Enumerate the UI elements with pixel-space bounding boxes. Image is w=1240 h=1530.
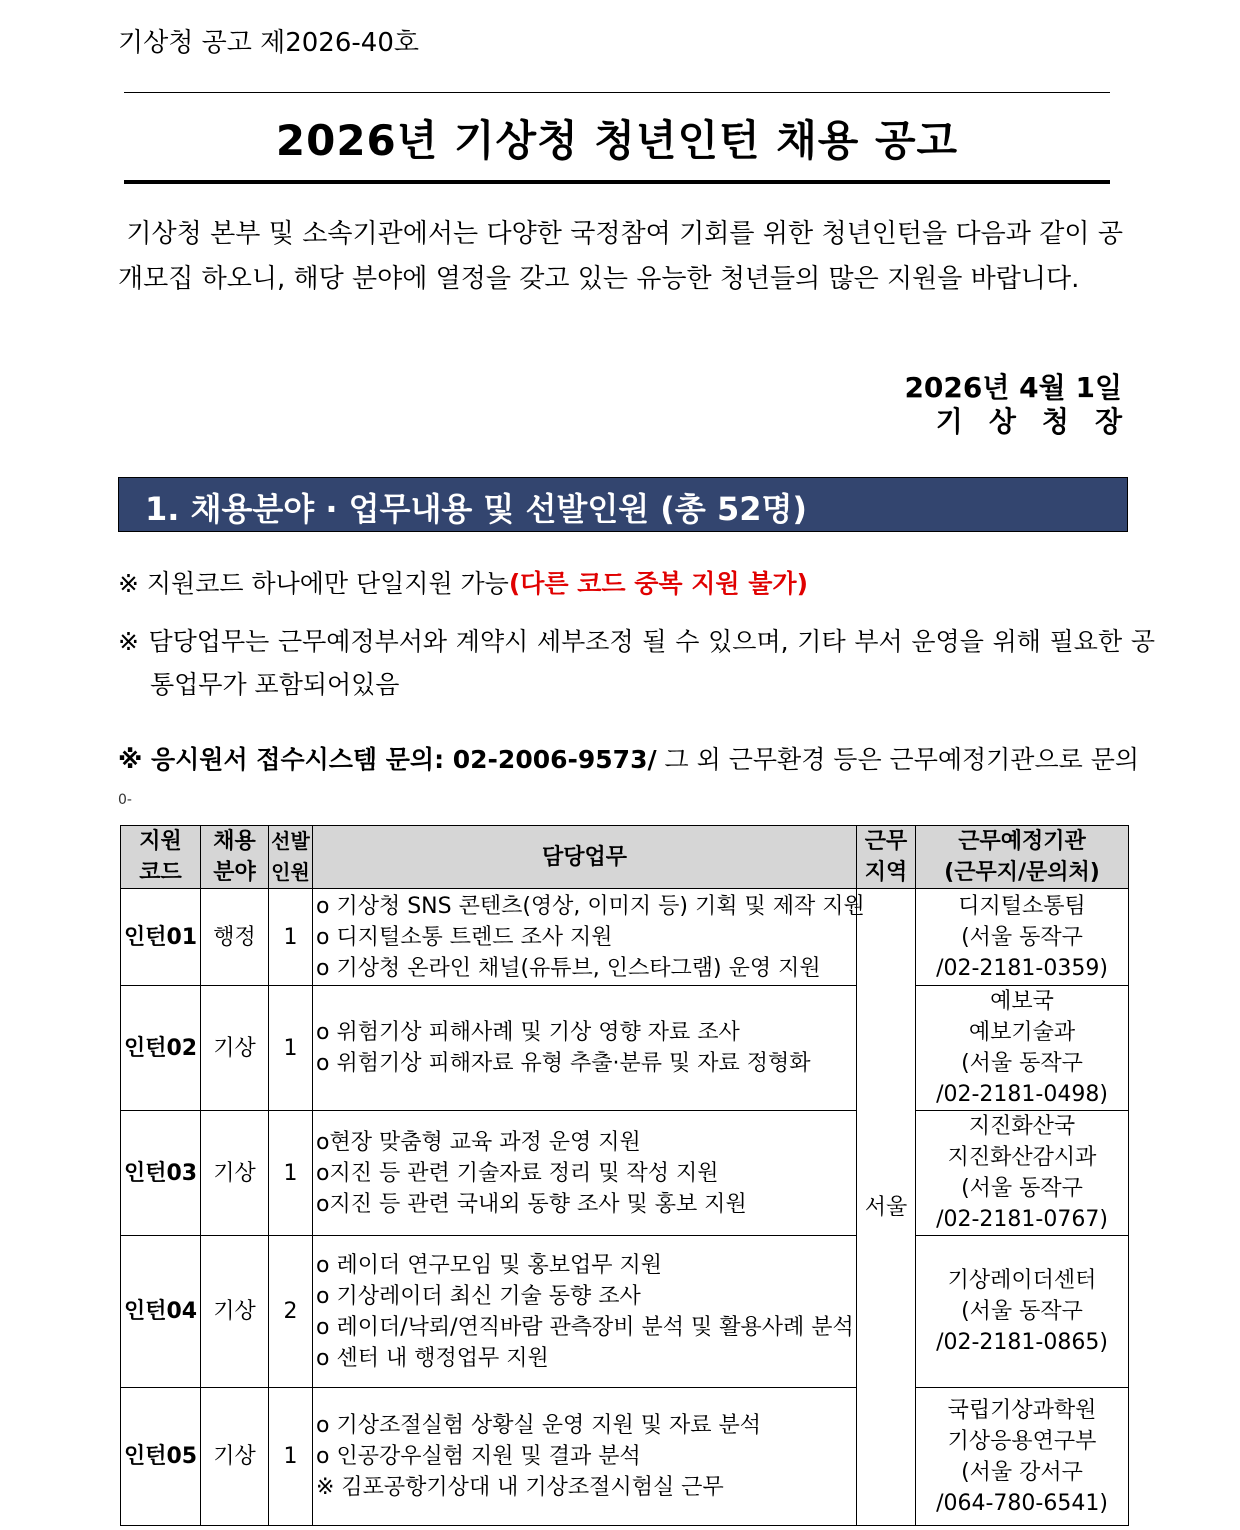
notice-number: 기상청 공고 제2026-40호	[118, 28, 419, 58]
table-row	[121, 1111, 1129, 1236]
row-org: 국립기상과학원 기상응용연구부 (서울 강서구 /064-780-6541)	[916, 1388, 1129, 1526]
row-field: 기상	[201, 1236, 269, 1388]
duty-item: o 기상청 온라인 채널(유튜브, 인스타그램) 운영 지원	[316, 955, 821, 981]
duty-item: o 기상청 SNS 콘텐츠(영상, 이미지 등) 기획 및 제작 지원	[316, 893, 865, 919]
row-field: 기상	[201, 1388, 269, 1526]
duty-item: o현장 맞춤형 교육 과정 운영 지원	[316, 1129, 641, 1155]
intro-text: 기상청 본부 및 소속기관에서는 다양한 국정참여 기회를 위한 청년인턴을 다음과 같이 공개모집 하오니, 해당 분야에 열정을 갖고 있는 유능한 청년들의 많은 지원을 바랍니다.	[118, 219, 1123, 294]
duty-item: o지진 등 관련 국내외 동향 조사 및 홍보 지원	[316, 1191, 747, 1217]
table-row	[121, 986, 1129, 1111]
signatory: 기상청장	[935, 405, 1148, 438]
intro-paragraph	[118, 212, 1123, 302]
note1-warning: (다른 코드 중복 지원 불가)	[508, 569, 809, 598]
note3-contact-bold: ※ 응시원서 접수시스템 문의: 02-2006-9573/	[118, 745, 657, 774]
table-row	[121, 889, 1129, 986]
row-code: 인턴04	[121, 1236, 201, 1388]
page-title: 2026년 기상청 청년인턴 채용 공고	[275, 116, 959, 165]
duty-item: o 레이더 연구모임 및 홍보업무 지원	[316, 1252, 662, 1278]
row-count: 1	[269, 986, 313, 1111]
row-count: 1	[269, 1111, 313, 1236]
announcement-date: 2026년 4월 1일	[904, 371, 1122, 404]
row-duties	[313, 1236, 857, 1388]
row-org: 지진화산국 지진화산감시과 (서울 동작구 /02-2181-0767)	[916, 1111, 1129, 1236]
note-contact	[118, 738, 1139, 781]
row-org: 기상레이더센터 (서울 동작구 /02-2181-0865)	[916, 1236, 1129, 1388]
title-underline	[124, 180, 1110, 184]
table-row	[121, 1236, 1129, 1388]
row-field: 기상	[201, 986, 269, 1111]
duty-item: o 센터 내 행정업무 지원	[316, 1345, 549, 1371]
row-region: 서울	[857, 889, 916, 1526]
row-code: 인턴05	[121, 1388, 201, 1526]
section-title: 1. 채용분야 · 업무내용 및 선발인원 (총 52명)	[145, 490, 808, 528]
row-org: 디지털소통팀 (서울 동작구 /02-2181-0359)	[916, 889, 1129, 986]
note-duties-adjustable: ※ 담당업무는 근무예정부서와 계약시 세부조정 될 수 있으며, 기타 부서 운영을 위해 필요한 공통업무가 포함되어있음	[118, 627, 1155, 699]
row-count: 1	[269, 1388, 313, 1526]
row-code: 인턴01	[121, 889, 201, 986]
duty-item: o 레이더/낙뢰/연직바람 관측장비 분석 및 활용사례 분석	[316, 1314, 854, 1340]
section-header	[118, 477, 1128, 532]
row-duties	[313, 1111, 857, 1236]
header-code: 지원 코드	[121, 826, 201, 889]
table-row	[121, 1388, 1129, 1526]
row-code: 인턴02	[121, 986, 201, 1111]
duty-item: o 디지털소통 트렌드 조사 지원	[316, 924, 613, 950]
duty-item: o지진 등 관련 기술자료 정리 및 작성 지원	[316, 1160, 719, 1186]
row-duties	[313, 889, 865, 986]
row-count: 1	[269, 889, 313, 986]
note3-contact-rest: 그 외 근무환경 등은 근무예정기관으로 문의	[656, 745, 1139, 774]
header-count: 선발 인원	[269, 826, 313, 889]
row-code: 인턴03	[121, 1111, 201, 1236]
row-duties	[313, 1388, 857, 1526]
stray-mark: 0-	[118, 792, 132, 808]
row-org: 예보국 예보기술과 (서울 동작구 /02-2181-0498)	[916, 986, 1129, 1111]
positions-table	[120, 825, 1129, 1526]
duty-item: o 인공강우실험 지원 및 결과 분석	[316, 1444, 641, 1469]
header-divider	[124, 92, 1110, 93]
header-region: 근무 지역	[857, 826, 916, 889]
header-org: 근무예정기관 (근무지/문의처)	[916, 826, 1129, 889]
duty-item: ※ 김포공항기상대 내 기상조절시험실 근무	[316, 1475, 724, 1500]
duty-item: o 위험기상 피해자료 유형 추출·분류 및 자료 정형화	[316, 1051, 811, 1076]
row-field: 기상	[201, 1111, 269, 1236]
row-field: 행정	[201, 889, 269, 986]
header-duty: 담당업무	[313, 826, 857, 889]
note-single-application	[118, 562, 808, 605]
duty-item: o 위험기상 피해사례 및 기상 영향 자료 조사	[316, 1020, 740, 1045]
duty-item: o 기상조절실험 상황실 운영 지원 및 자료 분석	[316, 1413, 761, 1438]
row-duties	[313, 986, 857, 1111]
duty-item: o 기상레이더 최신 기술 동향 조사	[316, 1283, 641, 1309]
row-count: 2	[269, 1236, 313, 1388]
note1-text: ※ 지원코드 하나에만 단일지원 가능	[118, 569, 509, 598]
header-field: 채용 분야	[201, 826, 269, 889]
